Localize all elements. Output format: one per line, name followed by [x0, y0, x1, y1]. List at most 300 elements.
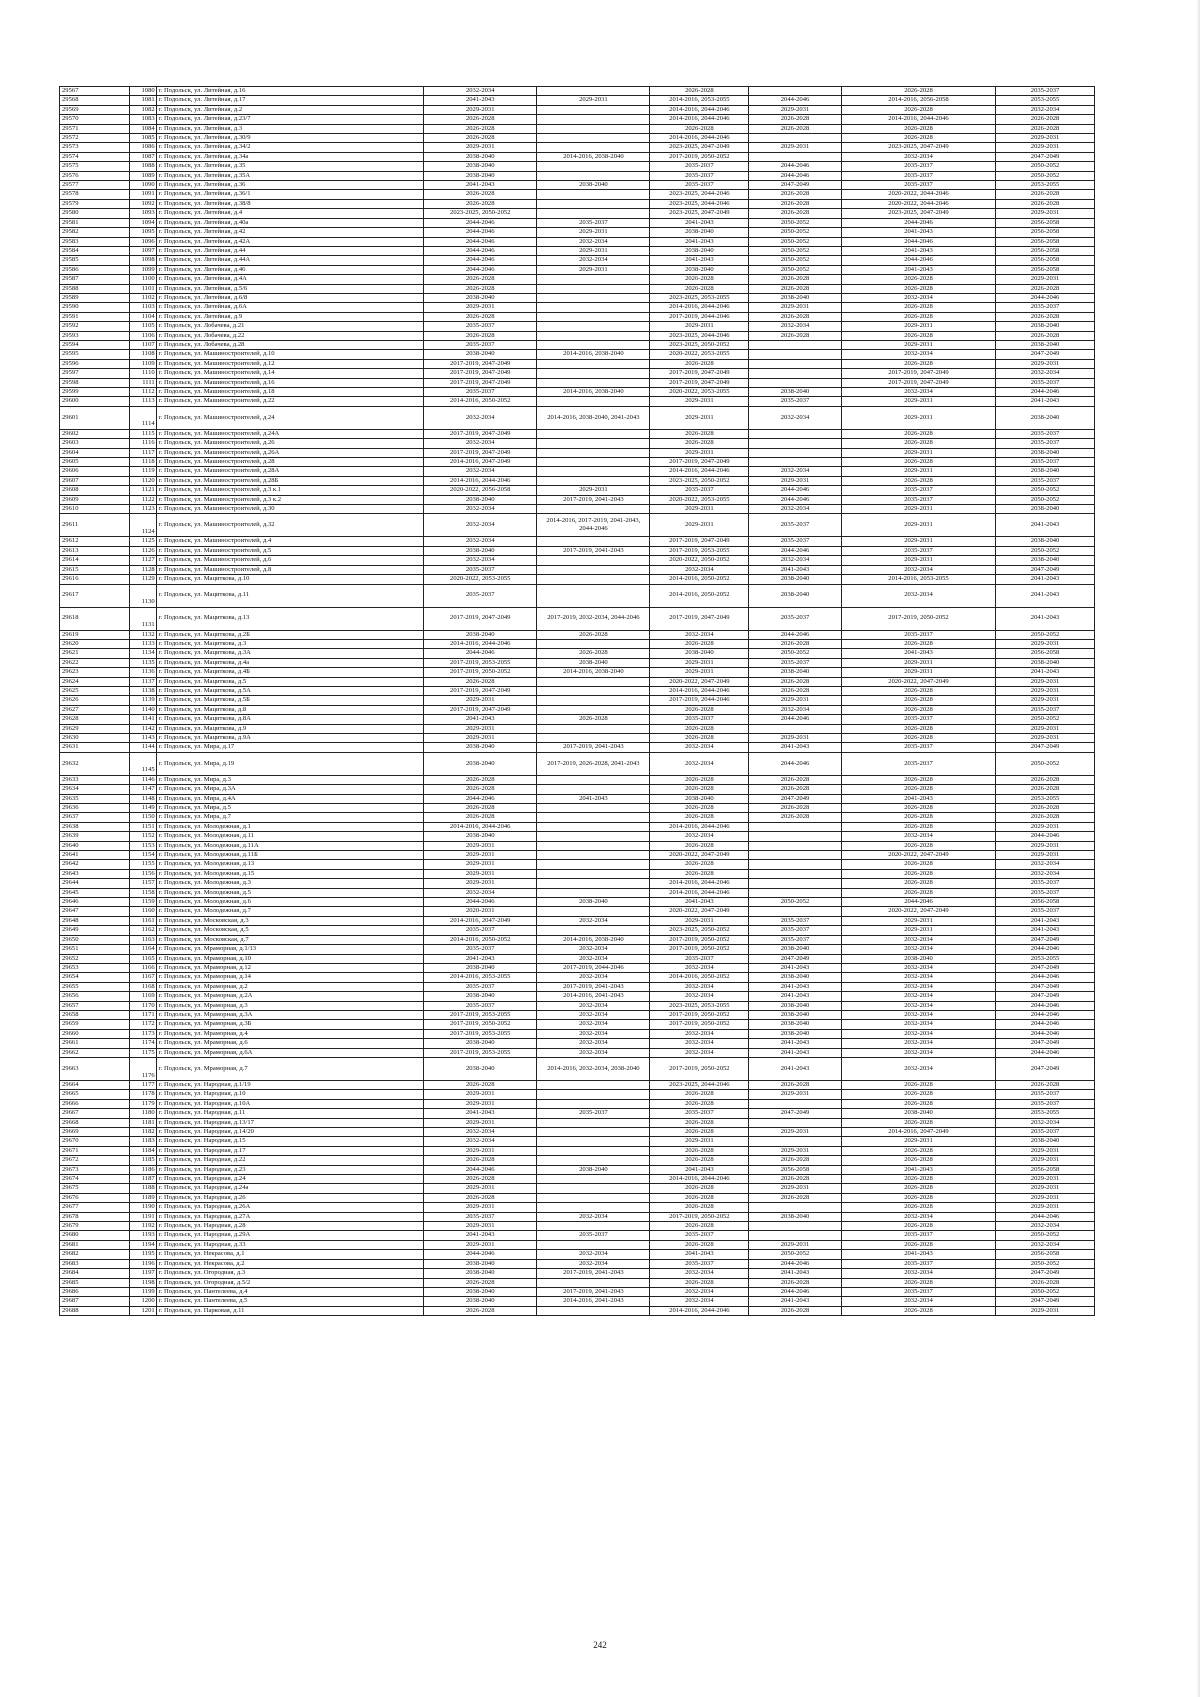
period-2-cell	[537, 696, 650, 705]
period-6-cell: 2050-2052	[996, 171, 1095, 180]
period-5-cell: 2026-2028	[841, 1080, 995, 1089]
period-3-cell: 2038-2040	[650, 265, 749, 274]
period-4-cell: 2026-2028	[749, 785, 842, 794]
period-2-cell	[537, 439, 650, 448]
period-3-cell: 2029-2031	[650, 668, 749, 677]
object-number-cell: 1107	[129, 340, 156, 349]
period-5-cell: 2029-2031	[841, 556, 995, 565]
row-number-cell: 29598	[60, 378, 130, 387]
table-row	[60, 1193, 1095, 1202]
period-6-cell: 2026-2028	[996, 199, 1095, 208]
period-3-cell: 2041-2043	[650, 237, 749, 246]
period-3-cell: 2014-2016, 2044-2046	[650, 1306, 749, 1315]
period-2-cell: 2014-2016, 2017-2019, 2041-2043, 2044-2046	[537, 514, 650, 537]
period-2-cell	[537, 190, 650, 199]
object-number-cell: 1156	[129, 869, 156, 878]
period-2-cell: 2038-2040	[537, 898, 650, 907]
period-5-cell: 2032-2034	[841, 973, 995, 982]
period-1-cell: 2044-2046	[424, 256, 537, 265]
period-5-cell: 2032-2034	[841, 945, 995, 954]
row-number-cell: 29616	[60, 575, 130, 584]
row-number-cell: 29679	[60, 1222, 130, 1231]
object-number-cell: 1115	[129, 429, 156, 438]
address-cell: г. Подольск, ул. Молодежная, д.5	[156, 888, 423, 897]
period-5-cell: 2026-2028	[841, 813, 995, 822]
period-2-cell	[537, 1175, 650, 1184]
period-1-cell: 2038-2040	[424, 752, 537, 775]
period-4-cell: 2026-2028	[749, 804, 842, 813]
address-cell: г. Подольск, ул. Машиностроителей, д.30	[156, 505, 423, 514]
period-3-cell: 2023-2025, 2044-2046	[650, 199, 749, 208]
period-4-cell	[749, 832, 842, 841]
period-5-cell: 2029-2031	[841, 340, 995, 349]
period-4-cell	[749, 869, 842, 878]
period-2-cell	[537, 171, 650, 180]
period-6-cell: 2038-2040	[996, 505, 1095, 514]
period-3-cell: 2014-2016, 2044-2046	[650, 1175, 749, 1184]
period-5-cell: 2032-2034	[841, 1039, 995, 1048]
address-cell: г. Подольск, ул. Народная, д.26	[156, 1193, 423, 1202]
object-number-cell: 1194	[129, 1240, 156, 1249]
object-number-cell: 1190	[129, 1203, 156, 1212]
row-number-cell: 29586	[60, 265, 130, 274]
row-number-cell: 29604	[60, 448, 130, 457]
object-number-cell: 1173	[129, 1029, 156, 1038]
table-row	[60, 218, 1095, 227]
period-5-cell: 2032-2034	[841, 1297, 995, 1306]
address-cell: г. Подольск, ул. Народная, д.14/20	[156, 1128, 423, 1137]
period-4-cell	[749, 1137, 842, 1146]
period-3-cell: 2026-2028	[650, 1156, 749, 1165]
address-cell: г. Подольск, ул. Литейная, д.34а	[156, 152, 423, 161]
period-6-cell: 2050-2052	[996, 486, 1095, 495]
address-cell: г. Подольск, ул. Литейная, д.4А	[156, 275, 423, 284]
row-number-cell: 29682	[60, 1250, 130, 1259]
object-number-cell: 1112	[129, 388, 156, 397]
row-number-cell: 29596	[60, 359, 130, 368]
row-number-cell: 29646	[60, 898, 130, 907]
row-number-cell: 29609	[60, 495, 130, 504]
table-body	[60, 87, 1095, 1316]
table-row	[60, 785, 1095, 794]
period-6-cell: 2056-2058	[996, 218, 1095, 227]
period-3-cell: 2026-2028	[650, 1099, 749, 1108]
object-number-cell: 1109	[129, 359, 156, 368]
period-3-cell: 2032-2034	[650, 1269, 749, 1278]
period-2-cell	[537, 162, 650, 171]
period-5-cell: 2029-2031	[841, 668, 995, 677]
row-number-cell: 29647	[60, 907, 130, 916]
table-row	[60, 1184, 1095, 1193]
period-1-cell: 2044-2046	[424, 237, 537, 246]
period-6-cell: 2050-2052	[996, 752, 1095, 775]
period-2-cell: 2032-2034	[537, 1039, 650, 1048]
object-number-cell: 1129	[129, 575, 156, 584]
period-6-cell: 2035-2037	[996, 476, 1095, 485]
table-row	[60, 869, 1095, 878]
address-cell: г. Подольск, ул. Машиностроителей, д.3 к.1	[156, 486, 423, 495]
period-4-cell: 2026-2028	[749, 312, 842, 321]
table-row	[60, 152, 1095, 161]
address-cell: г. Подольск, ул. Мациткова, д.4Б	[156, 668, 423, 677]
object-number-cell: 1090	[129, 181, 156, 190]
period-6-cell: 2038-2040	[996, 1137, 1095, 1146]
address-cell: г. Подольск, ул. Пантелеева, д.4	[156, 1287, 423, 1296]
row-number-cell: 29580	[60, 209, 130, 218]
period-2-cell	[537, 705, 650, 714]
period-4-cell: 2044-2046	[749, 1259, 842, 1268]
period-4-cell: 2038-2040	[749, 1029, 842, 1038]
period-1-cell: 2038-2040	[424, 630, 537, 639]
row-number-cell: 29601	[60, 406, 130, 429]
table-row	[60, 293, 1095, 302]
period-5-cell: 2026-2028	[841, 841, 995, 850]
table-row	[60, 860, 1095, 869]
period-6-cell: 2050-2052	[996, 495, 1095, 504]
period-2-cell	[537, 813, 650, 822]
address-cell: г. Подольск, ул. Молодежная, д.7	[156, 907, 423, 916]
period-6-cell: 2026-2028	[996, 1278, 1095, 1287]
period-6-cell: 2035-2037	[996, 907, 1095, 916]
period-2-cell: 2026-2028	[537, 649, 650, 658]
object-number-cell: 1130	[129, 584, 156, 607]
period-4-cell: 2050-2052	[749, 237, 842, 246]
period-4-cell: 2044-2046	[749, 715, 842, 724]
table-row	[60, 406, 1095, 429]
row-number-cell: 29643	[60, 869, 130, 878]
row-number-cell: 29583	[60, 237, 130, 246]
period-3-cell: 2026-2028	[650, 1203, 749, 1212]
period-2-cell: 2026-2028	[537, 715, 650, 724]
period-6-cell: 2026-2028	[996, 190, 1095, 199]
table-row	[60, 87, 1095, 96]
period-4-cell: 2026-2028	[749, 284, 842, 293]
period-4-cell: 2047-2049	[749, 1109, 842, 1118]
object-number-cell: 1148	[129, 794, 156, 803]
period-2-cell: 2032-2034	[537, 1001, 650, 1010]
object-number-cell: 1162	[129, 926, 156, 935]
address-cell: г. Подольск, ул. Мациткова, д.9А	[156, 733, 423, 742]
row-number-cell: 29652	[60, 954, 130, 963]
period-6-cell: 2029-2031	[996, 143, 1095, 152]
table-row	[60, 1212, 1095, 1221]
object-number-cell: 1155	[129, 860, 156, 869]
period-2-cell: 2032-2034	[537, 916, 650, 925]
table-row	[60, 275, 1095, 284]
period-2-cell	[537, 804, 650, 813]
period-3-cell: 2026-2028	[650, 639, 749, 648]
period-2-cell: 2014-2016, 2038-2040	[537, 668, 650, 677]
period-1-cell: 2038-2040	[424, 293, 537, 302]
table-row	[60, 733, 1095, 742]
object-number-cell: 1127	[129, 556, 156, 565]
period-3-cell: 2026-2028	[650, 813, 749, 822]
period-2-cell: 2032-2034	[537, 973, 650, 982]
object-number-cell: 1176	[129, 1057, 156, 1080]
period-6-cell: 2047-2049	[996, 1039, 1095, 1048]
period-3-cell: 2026-2028	[650, 1222, 749, 1231]
period-4-cell: 2044-2046	[749, 630, 842, 639]
period-4-cell: 2047-2049	[749, 181, 842, 190]
period-4-cell: 2029-2031	[749, 1146, 842, 1155]
period-6-cell: 2035-2037	[996, 705, 1095, 714]
period-5-cell: 2041-2043	[841, 794, 995, 803]
period-5-cell: 2026-2028	[841, 1156, 995, 1165]
table-row	[60, 1231, 1095, 1240]
period-5-cell: 2032-2034	[841, 1020, 995, 1029]
period-1-cell: 2032-2034	[424, 439, 537, 448]
table-row	[60, 841, 1095, 850]
period-5-cell: 2041-2043	[841, 228, 995, 237]
period-4-cell	[749, 907, 842, 916]
period-3-cell: 2020-2022, 2047-2049	[650, 677, 749, 686]
period-4-cell: 2044-2046	[749, 162, 842, 171]
object-number-cell: 1133	[129, 639, 156, 648]
period-4-cell: 2026-2028	[749, 209, 842, 218]
row-number-cell: 29581	[60, 218, 130, 227]
period-3-cell: 2026-2028	[650, 841, 749, 850]
period-6-cell: 2041-2043	[996, 584, 1095, 607]
row-number-cell: 29578	[60, 190, 130, 199]
row-number-cell: 29615	[60, 565, 130, 574]
period-3-cell: 2035-2037	[650, 171, 749, 180]
period-3-cell: 2014-2016, 2044-2046	[650, 879, 749, 888]
period-2-cell	[537, 1128, 650, 1137]
period-3-cell: 2035-2037	[650, 1259, 749, 1268]
row-number-cell: 29585	[60, 256, 130, 265]
period-1-cell: 2014-2016, 2050-2052	[424, 397, 537, 406]
table-row	[60, 1057, 1095, 1080]
row-number-cell: 29575	[60, 162, 130, 171]
period-1-cell: 2038-2040	[424, 1259, 537, 1268]
table-row	[60, 851, 1095, 860]
period-5-cell: 2026-2028	[841, 458, 995, 467]
period-1-cell: 2029-2031	[424, 1240, 537, 1249]
period-3-cell: 2020-2022, 2053-2055	[650, 388, 749, 397]
period-5-cell: 2026-2028	[841, 696, 995, 705]
period-4-cell: 2035-2037	[749, 514, 842, 537]
address-cell: г. Подольск, ул. Молодежная, д.13	[156, 860, 423, 869]
period-3-cell: 2026-2028	[650, 1146, 749, 1155]
period-5-cell: 2032-2034	[841, 1010, 995, 1019]
period-4-cell: 2029-2031	[749, 1128, 842, 1137]
address-cell: г. Подольск, ул. Огородная, д.5/2	[156, 1278, 423, 1287]
address-cell: г. Подольск, ул. Машиностроителей, д.3 к.2	[156, 495, 423, 504]
object-number-cell: 1140	[129, 705, 156, 714]
period-6-cell: 2044-2046	[996, 1212, 1095, 1221]
object-number-cell: 1094	[129, 218, 156, 227]
period-2-cell	[537, 1193, 650, 1202]
address-cell: г. Подольск, ул. Народная, д.13/17	[156, 1118, 423, 1127]
object-number-cell: 1081	[129, 96, 156, 105]
period-5-cell: 2035-2037	[841, 171, 995, 180]
period-2-cell	[537, 851, 650, 860]
period-5-cell: 2026-2028	[841, 1222, 995, 1231]
address-cell: г. Подольск, ул. Литейная, д.34/2	[156, 143, 423, 152]
period-2-cell	[537, 556, 650, 565]
row-number-cell: 29644	[60, 879, 130, 888]
period-4-cell: 2044-2046	[749, 495, 842, 504]
period-1-cell: 2026-2028	[424, 115, 537, 124]
address-cell: г. Подольск, ул. Мациткова, д.8	[156, 705, 423, 714]
object-number-cell: 1128	[129, 565, 156, 574]
period-5-cell: 2032-2034	[841, 1212, 995, 1221]
object-number-cell: 1089	[129, 171, 156, 180]
object-number-cell: 1141	[129, 715, 156, 724]
period-5-cell: 2032-2034	[841, 982, 995, 991]
period-4-cell: 2032-2034	[749, 705, 842, 714]
table-row	[60, 303, 1095, 312]
row-number-cell: 29600	[60, 397, 130, 406]
object-number-cell: 1174	[129, 1039, 156, 1048]
period-1-cell: 2029-2031	[424, 851, 537, 860]
period-6-cell: 2050-2052	[996, 546, 1095, 555]
period-5-cell: 2014-2016, 2044-2046	[841, 115, 995, 124]
table-row	[60, 190, 1095, 199]
period-1-cell: 2032-2034	[424, 537, 537, 546]
period-2-cell	[537, 1184, 650, 1193]
period-2-cell: 2032-2034	[537, 1048, 650, 1057]
row-number-cell: 29670	[60, 1137, 130, 1146]
period-6-cell: 2026-2028	[996, 115, 1095, 124]
period-2-cell: 2014-2016, 2038-2040	[537, 935, 650, 944]
table-row	[60, 945, 1095, 954]
object-number-cell: 1167	[129, 973, 156, 982]
table-row	[60, 794, 1095, 803]
table-row	[60, 331, 1095, 340]
row-number-cell: 29655	[60, 982, 130, 991]
object-number-cell: 1189	[129, 1193, 156, 1202]
row-number-cell: 29611	[60, 514, 130, 537]
address-cell: г. Подольск, ул. Мациткова, д.3А	[156, 649, 423, 658]
period-2-cell	[537, 397, 650, 406]
address-cell: г. Подольск, ул. Машиностроителей, д.22	[156, 397, 423, 406]
period-4-cell: 2038-2040	[749, 293, 842, 302]
period-6-cell: 2035-2037	[996, 303, 1095, 312]
table-row	[60, 1297, 1095, 1306]
period-6-cell: 2041-2043	[996, 926, 1095, 935]
address-cell: г. Подольск, ул. Машиностроителей, д.18	[156, 388, 423, 397]
period-6-cell: 2053-2055	[996, 181, 1095, 190]
address-cell: г. Подольск, ул. Народная, д.11	[156, 1109, 423, 1118]
period-3-cell: 2041-2043	[650, 898, 749, 907]
period-4-cell	[749, 458, 842, 467]
period-3-cell: 2032-2034	[650, 630, 749, 639]
period-4-cell: 2029-2031	[749, 105, 842, 114]
table-row	[60, 658, 1095, 667]
address-cell: г. Подольск, ул. Московская, д.5	[156, 926, 423, 935]
period-5-cell: 2026-2028	[841, 476, 995, 485]
period-5-cell: 2041-2043	[841, 1250, 995, 1259]
period-3-cell: 2017-2019, 2047-2049	[650, 537, 749, 546]
period-4-cell: 2041-2043	[749, 992, 842, 1001]
address-cell: г. Подольск, ул. Машиностроителей, д.10	[156, 350, 423, 359]
address-cell: г. Подольск, ул. Мраморная, д.3Б	[156, 1020, 423, 1029]
row-number-cell: 29686	[60, 1287, 130, 1296]
period-6-cell: 2035-2037	[996, 458, 1095, 467]
period-2-cell	[537, 1090, 650, 1099]
period-5-cell: 2029-2031	[841, 514, 995, 537]
period-2-cell: 2032-2034	[537, 1259, 650, 1268]
period-2-cell: 2014-2016, 2038-2040	[537, 350, 650, 359]
period-1-cell: 2017-2019, 2050-2052	[424, 668, 537, 677]
period-4-cell	[749, 350, 842, 359]
period-2-cell: 2014-2016, 2032-2034, 2038-2040	[537, 1057, 650, 1080]
period-1-cell: 2026-2028	[424, 190, 537, 199]
period-5-cell: 2026-2028	[841, 1099, 995, 1108]
table-row	[60, 715, 1095, 724]
address-cell: г. Подольск, ул. Машиностроителей, д.4	[156, 537, 423, 546]
period-2-cell	[537, 1306, 650, 1315]
period-3-cell: 2032-2034	[650, 565, 749, 574]
period-6-cell: 2035-2037	[996, 87, 1095, 96]
period-3-cell: 2035-2037	[650, 486, 749, 495]
row-number-cell: 29587	[60, 275, 130, 284]
period-1-cell: 2032-2034	[424, 1128, 537, 1137]
table-row	[60, 546, 1095, 555]
table-row	[60, 963, 1095, 972]
period-5-cell: 2026-2028	[841, 134, 995, 143]
period-6-cell: 2029-2031	[996, 841, 1095, 850]
object-number-cell: 1158	[129, 888, 156, 897]
row-number-cell: 29602	[60, 429, 130, 438]
period-5-cell: 2026-2028	[841, 785, 995, 794]
table-row	[60, 467, 1095, 476]
row-number-cell: 29631	[60, 743, 130, 752]
table-row	[60, 565, 1095, 574]
address-cell: г. Подольск, ул. Машиностроителей, д.26	[156, 439, 423, 448]
period-5-cell: 2017-2019, 2050-2052	[841, 607, 995, 630]
table-row	[60, 378, 1095, 387]
period-6-cell: 2053-2055	[996, 954, 1095, 963]
period-3-cell: 2020-2022, 2053-2055	[650, 350, 749, 359]
table-row	[60, 209, 1095, 218]
period-3-cell: 2026-2028	[650, 869, 749, 878]
period-1-cell: 2026-2028	[424, 677, 537, 686]
object-number-cell: 1136	[129, 668, 156, 677]
row-number-cell: 29613	[60, 546, 130, 555]
period-3-cell: 2026-2028	[650, 1128, 749, 1137]
period-1-cell: 2017-2019, 2047-2049	[424, 686, 537, 695]
period-2-cell	[537, 1278, 650, 1287]
object-number-cell: 1106	[129, 331, 156, 340]
table-row	[60, 514, 1095, 537]
address-cell: г. Подольск, ул. Молодежная, д.11	[156, 832, 423, 841]
period-4-cell: 2026-2028	[749, 1156, 842, 1165]
period-1-cell: 2026-2028	[424, 134, 537, 143]
object-number-cell: 1197	[129, 1269, 156, 1278]
period-4-cell: 2038-2040	[749, 584, 842, 607]
period-2-cell: 2017-2019, 2041-2043	[537, 982, 650, 991]
period-6-cell: 2056-2058	[996, 265, 1095, 274]
period-3-cell: 2029-2031	[650, 505, 749, 514]
address-cell: г. Подольск, ул. Народная, д.24а	[156, 1184, 423, 1193]
row-number-cell: 29666	[60, 1099, 130, 1108]
object-number-cell: 1097	[129, 246, 156, 255]
period-5-cell: 2032-2034	[841, 152, 995, 161]
period-5-cell: 2014-2016, 2056-2058	[841, 96, 995, 105]
period-6-cell: 2035-2037	[996, 439, 1095, 448]
period-3-cell: 2017-2019, 2050-2052	[650, 935, 749, 944]
row-number-cell: 29627	[60, 705, 130, 714]
period-1-cell: 2017-2019, 2053-2055	[424, 658, 537, 667]
row-number-cell: 29642	[60, 860, 130, 869]
period-2-cell	[537, 115, 650, 124]
period-6-cell: 2029-2031	[996, 822, 1095, 831]
period-6-cell: 2029-2031	[996, 209, 1095, 218]
row-number-cell: 29657	[60, 1001, 130, 1010]
period-4-cell: 2026-2028	[749, 1175, 842, 1184]
